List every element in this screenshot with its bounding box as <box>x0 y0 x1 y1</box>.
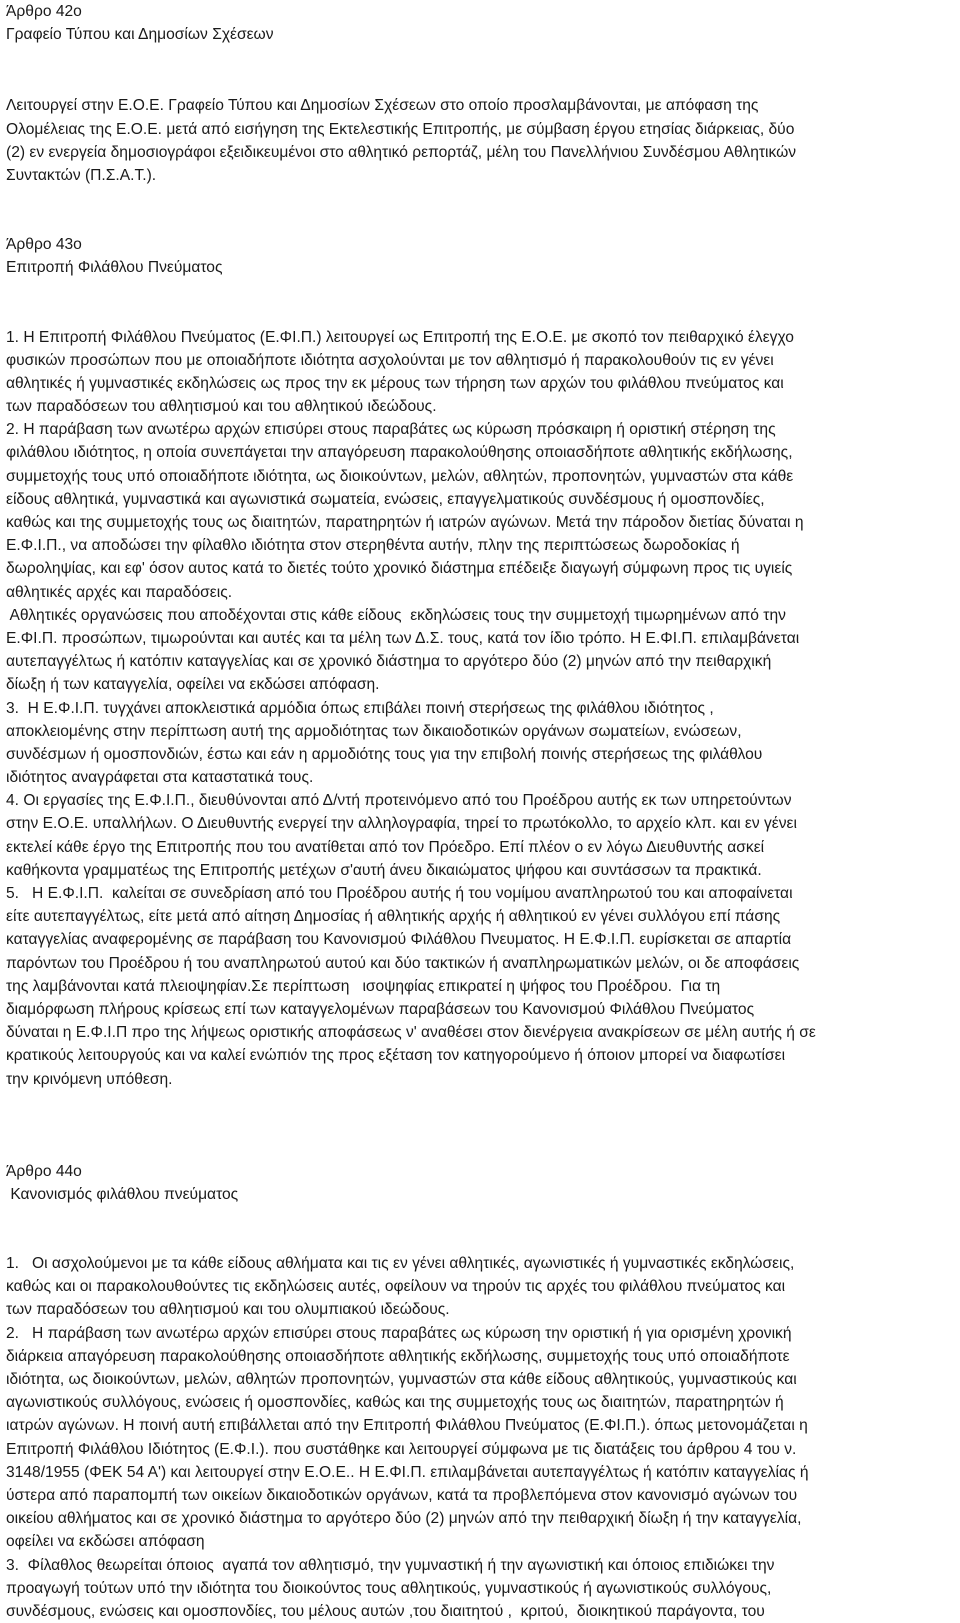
paragraph-line: συμμετοχής τους υπό οποιαδήποτε ιδιότητα, ως διοικούντων, μελών, αθλητών, προπονητών, γυμναστών στα κάθε <box>6 467 794 485</box>
paragraph-line: 5. Η Ε.Φ.Ι.Π. καλείται σε συνεδρίαση από του Προέδρου αυτής ή του νομίμου αναπληρωτού του και αποφαίνεται <box>6 885 793 902</box>
paragraph-line: στην Ε.Ο.Ε. υπαλλήλων. Ο Διευθυντής ενεργεί την αλληλογραφία, τηρεί το πρωτόκολλο, το αρχείο κλπ. και εν γένει <box>6 815 797 833</box>
paragraph-line: Αθλητικές οργανώσεις που αποδέχονται στις κάθε είδους εκδηλώσεις τους την συμμετοχή τιμωρημένων από την <box>6 606 786 624</box>
paragraph-line: ιδιότητα, ως διοικούντων, μελών, αθλητών προπονητών, γυμναστών στα κάθε είδους αθλητικούς, γυμναστικούς και <box>6 1371 797 1388</box>
paragraph-line: Ε.Φ.Ι.Π., να αποδώσει την φίλαθλο ιδιότητα στον στερηθέντα αυτήν, πλην της περιπτώσεως δωροδοκίας ή <box>6 537 740 555</box>
paragraph-line: 1. Η Επιτροπή Φιλάθλου Πνεύματος (Ε.ΦΙ.Π.) λειτουργεί ως Επιτροπή της Ε.Ο.Ε. με σκοπό τον πειθαρχικό έλεγχο <box>6 328 794 346</box>
paragraph-line: αθλητικές αρχές και παραδόσεις. <box>6 583 233 601</box>
paragraph-line: των παραδόσεων του αθλητισμού και του ολυμπιακού ιδεώδους. <box>6 1301 450 1319</box>
paragraph-line: δίωξη ή των καταγγελία, οφείλει να εκδώσει απόφαση. <box>6 676 380 694</box>
paragraph-line: φιλάθλου ιδιότητος, η οποία συνεπάγεται την απαγόρευση παρακολούθησης οποιασδήποτε αθλητικής εκδήλωσης, <box>6 444 793 462</box>
paragraph-line: Επιτροπή Φιλάθλου Ιδιότητος (Ε.Φ.Ι.). που συστάθηκε και λειτουργεί σύμφωνα με τις διατάξεις του άρθρου 4 του ν. <box>6 1440 797 1458</box>
article-44 <box>6 1160 950 1623</box>
article-43-title: Επιτροπή Φιλάθλου Πνεύματος <box>6 259 223 277</box>
paragraph-line: (2) εν ενεργεία δημοσιογράφοι εξειδικευμένοι στο αθλητικό ρεπορτάζ, μέλη του Πανελλήνιου Συνδέσμου Αθλητικών <box>6 143 797 161</box>
paragraph-line: είτε αυτεπαγγέλτως, είτε μετά από αίτηση Δημοσίας ή αθλητικής αρχής ή αθλητικού εν γένει συλλόγου επί πάσης <box>6 908 781 926</box>
paragraph-line: 3. Φίλαθλος θεωρείται όποιος αγαπά τον αθλητισμό, την γυμναστική ή την αγωνιστική και όποιος επιδιώκει την <box>6 1556 775 1574</box>
paragraph-line: δύναται η Ε.Φ.Ι.Π προ της λήψεως οριστικής αποφάσεως ν' αναθέσει στον διενέργεια ανακρίσεων σε μέλη αυτής ή σε <box>6 1024 816 1042</box>
paragraph-line: καθώς και της συμμετοχής τους ως διαιτητών, παρατηρητών ή ιατρών αγώνων. Μετά την πάροδον διετίας δύναται η <box>6 514 804 531</box>
article-42-title: Γραφείο Τύπου και Δημοσίων Σχέσεων <box>6 26 274 44</box>
paragraph-line: αποκλειομένης στην περίπτωση αυτή της αρμοδιότητας των δικαιοδοτικών οργάνων σωματείων, ενώσεων, <box>6 722 742 740</box>
article-42-heading: Άρθρο 42ο <box>6 3 82 20</box>
paragraph-line: ιατρών αγώνων. Η ποινή αυτή επιβάλλεται από την Επιτροπή Φιλάθλου Πνεύματος (Ε.ΦΙ.Π.). όπως μετονομάζεται η <box>6 1417 808 1435</box>
paragraph-line: οφείλει να εκδώσει απόφαση <box>6 1533 205 1551</box>
article-44-heading: Άρθρο 44ο <box>6 1162 82 1180</box>
article-43 <box>6 233 950 1091</box>
paragraph-line: της λαμβάνονται κατά πλειοψηφίαν.Σε περίπτωση ισοψηφίας επικρατεί η ψήφος του Προέδρου. Για τη <box>6 977 721 995</box>
paragraph-line: δωροληψίας, και εφ' όσον αυτος κατά το διετές τούτο χρονικό διάστημα επέδειξε διαγωγή σύμφωνη προς τις υγιείς <box>6 560 793 578</box>
paragraph-line: κρατικούς λειτουργούς και να καλεί ενώπιόν της προς εξέταση τον κατηγορούμενο ή όποιον μπορεί να διαφωτίσει <box>6 1047 786 1065</box>
paragraph-line: την κρινόμενη υπόθεση. <box>6 1070 173 1088</box>
paragraph-line: διαμόρφωση πλήρους κρίσεως επί των καταγγελομένων παραβάσεων του Κανονισμού Φιλάθλου Πνεύματος <box>6 1000 755 1018</box>
paragraph-line: 2. Η παράβαση των ανωτέρω αρχών επισύρει στους παραβάτες ως κύρωση την οριστική ή για ορισμένη χρονική <box>6 1324 792 1342</box>
paragraph-line: καταγγελίας αναφερομένης σε παράβαση του Κανονισμού Φιλάθλου Πνευματος. Η Ε.Φ.Ι.Π. ευρίσκεται σε απαρτία <box>6 931 792 949</box>
paragraph-line: των παραδόσεων του αθλητισμού και του αθλητικού ιδεώδους. <box>6 398 437 416</box>
paragraph-line: καθώς και οι παρακολουθούντες τις εκδηλώσεις αυτές, οφείλουν να τηρούν τις αρχές του φιλάθλου πνεύματος και <box>6 1278 786 1296</box>
paragraph-line: 3. Η Ε.Φ.Ι.Π. τυγχάνει αποκλειστικά αρμόδια όπως επιβάλει ποινή στερήσεως της φιλάθλου ιδιότητος , <box>6 699 714 717</box>
paragraph-line: οικείου αθλήματος και σε χρονικό διάστημα το αργότερο δύο (2) μηνών από την πειθαρχική δίωξη ή την καταγγελία, <box>6 1510 802 1528</box>
article-43-heading: Άρθρο 43ο <box>6 236 82 254</box>
article-42 <box>6 0 950 187</box>
paragraph-line: 4. Οι εργασίες της Ε.Φ.Ι.Π., διευθύνονται από Δ/ντή προτεινόμενο από του Προέδρου αυτής εκ των υπηρετούντων <box>6 792 792 810</box>
paragraph-line: αθλητικές ή γυμναστικές εκδηλώσεις ως προς την εκ μέρους των τήρηση των αρχών του φιλάθλου πνεύματος και <box>6 374 784 392</box>
paragraph-line: συνδέσμους, ενώσεις και ομοσπονδίες, του μέλους αυτών ,του διαιτητού , κριτού, διοικητικού παράγοντα, του <box>6 1602 765 1620</box>
paragraph-line: καθήκοντα γραμματέως της Επιτροπής μετέχων σ'αυτή άνευ δικαιώματος ψήφου και συντάσσων τα πρακτικά. <box>6 861 762 879</box>
paragraph-line: είδους αθλητικά, γυμναστικά και αγωνιστικά σωματεία, ενώσεις, επαγγελματικούς συνδέσμους ή ομοσπονδίες, <box>6 490 765 508</box>
paragraph-line: συνδέσμων ή ομοσπονδιών, έστω και εάν η αρμοδιότης τους για την επιβολή ποινής στερήσεως της φιλάθλου <box>6 745 763 763</box>
paragraph-line: ύστερα από παραπομπή των οικείων δικαιοδοτικών οργάνων, κατά τα προβλεπόμενα στον κανονισμό αγώνων του <box>6 1486 798 1504</box>
paragraph-line: παρόντων του Προέδρου ή του αναπληρωτού αυτού και δύο τακτικών ή αναπληρωματικών μελών, οι δε αποφάσεις <box>6 954 800 972</box>
paragraph-line: Λειτουργεί στην Ε.Ο.Ε. Γραφείο Τύπου και Δημοσίων Σχέσεων στο οποίο προσλαμβάνονται, με απόφαση της <box>6 97 759 115</box>
paragraph-line: εκτελεί κάθε έργο της Επιτροπής που του ανατίθεται από τον Πρόεδρο. Επί πλέον ο εν λόγω Διευθυντής ασκεί <box>6 838 765 856</box>
paragraph-line: διάρκεια απαγόρευση παρακολούθησης οποιασδήποτε αθλητικής εκδήλωσης, συμμετοχής τους υπό οποιαδήποτε <box>6 1347 790 1365</box>
article-44-title: Κανονισμός φιλάθλου πνεύματος <box>6 1185 239 1203</box>
paragraph-line: αυτεπαγγέλτως ή κατόπιν καταγγελίας και σε χρονικό διάστημα το αργότερο δύο (2) μηνών από την πειθαρχική <box>6 653 772 671</box>
paragraph-line: ιδιότητος αναγράφεται στα καταστατικά τους. <box>6 769 314 787</box>
paragraph-line: Συντακτών (Π.Σ.Α.Τ.). <box>6 166 157 184</box>
paragraph-line: 3148/1955 (ΦΕΚ 54 Α') και λειτουργεί στην Ε.Ο.Ε.. Η Ε.ΦΙ.Π. επιλαμβάνεται αυτεπαγγέλτως ή κατόπιν καταγγελίας ή <box>6 1463 809 1481</box>
paragraph-line: Ολομέλειας της Ε.Ο.Ε. μετά από εισήγηση της Εκτελεστικής Επιτροπής, με σύμβαση έργου ετησίας διάρκειας, δύο <box>6 120 795 138</box>
paragraph-line: αγωνιστικούς συλλόγους, ενώσεις ή ομοσπονδίες, καθώς και της συμμετοχής τους ως διαιτητών, παρατηρητών ή <box>6 1394 784 1412</box>
paragraph-line: Ε.ΦΙ.Π. προσώπων, τιμωρούνται και αυτές και τα μέλη των Δ.Σ. τους, κατά τον ίδιο τρόπο. Η Ε.ΦΙ.Π. επιλαμβάνεται <box>6 629 800 647</box>
paragraph-line: 1. Οι ασχολούμενοι με τα κάθε είδους αθλήματα και τις εν γένει αθλητικές, αγωνιστικές ή γυμναστικές εκδηλώσεις, <box>6 1255 795 1273</box>
paragraph-line: προαγωγή τούτων υπό την ιδιότητα του διοικούντος τους αθλητικούς, γυμναστικούς ή αγωνιστικούς συλλόγους, <box>6 1579 772 1597</box>
paragraph-line: φυσικών προσώπων που με οποιαδήποτε ιδιότητα ασχολούνται με τον αθλητισμό ή παρακολουθούν τις εν γένει <box>6 351 774 369</box>
paragraph-line: 2. Η παράβαση των ανωτέρω αρχών επισύρει στους παραβάτες ως κύρωση πρόσκαιρη ή οριστική στέρηση της <box>6 421 776 439</box>
